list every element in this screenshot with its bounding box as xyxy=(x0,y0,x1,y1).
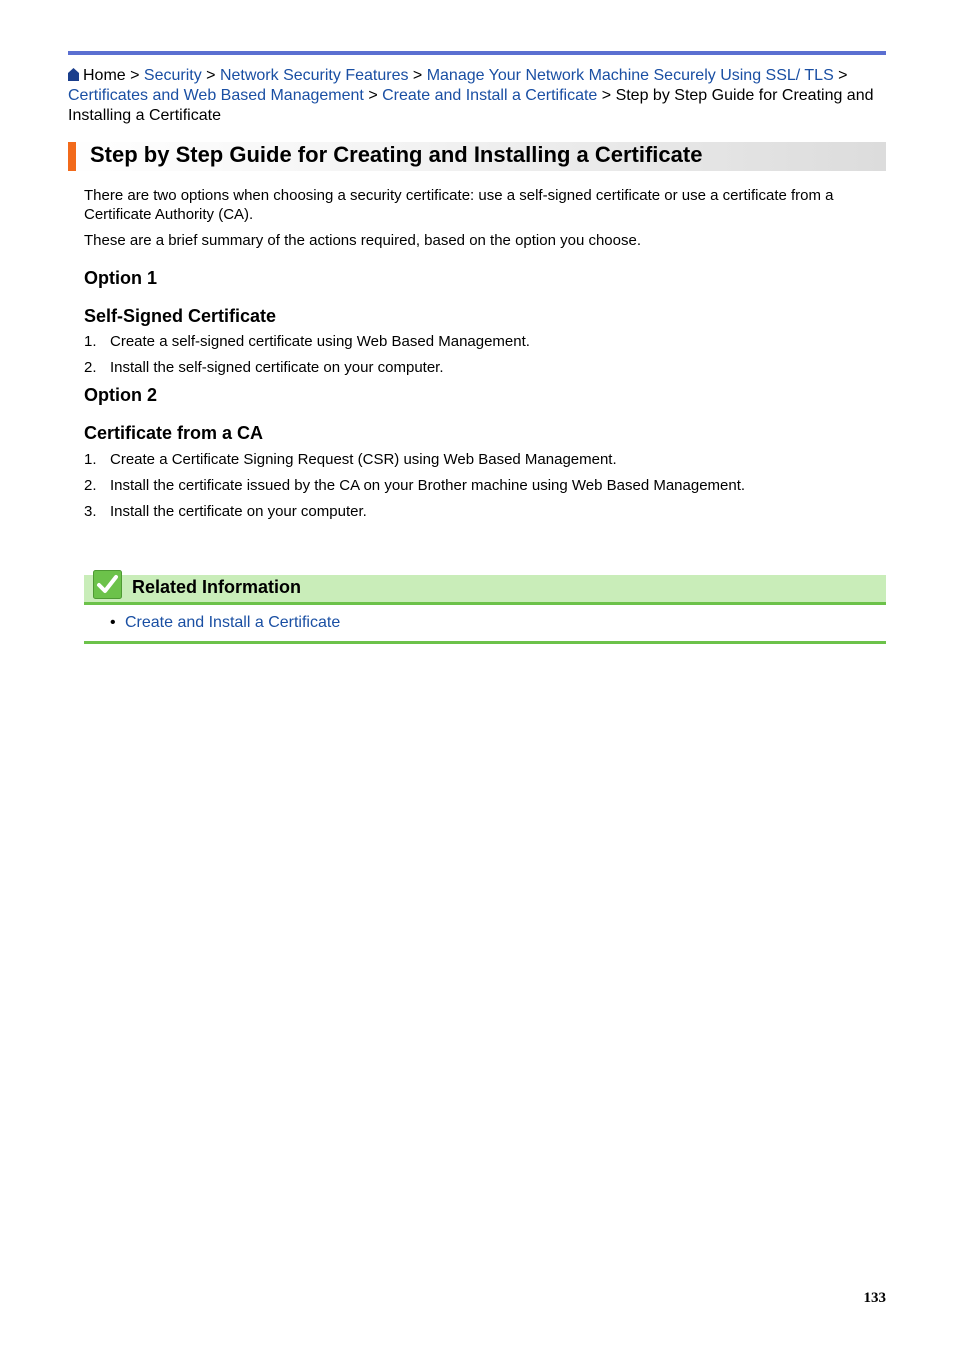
breadcrumb-current: Step by Step Guide for Creating and Installing a Certificate xyxy=(68,87,874,124)
option2-subheading: Certificate from a CA xyxy=(84,423,264,443)
page-number: 133 xyxy=(863,1290,886,1306)
breadcrumb-link-network-security-features[interactable]: Network Security Features xyxy=(219,67,409,84)
related-links xyxy=(84,605,886,644)
page-title: Step by Step Guide for Creating and Installing a Certificate xyxy=(90,142,703,167)
related-link-create-install-certificate[interactable]: Create and Install a Certificate xyxy=(125,614,341,631)
home-icon xyxy=(68,68,79,81)
top-rule xyxy=(68,51,886,55)
list-item: 1. Create a Certificate Signing Request (CSR) using Web Based Management. xyxy=(84,451,617,468)
list-item: 1. Create a self-signed certificate using Web Based Management. xyxy=(84,333,530,350)
list-item: 2. Install the self-signed certificate on your computer. xyxy=(84,359,444,376)
list-item: 3. Install the certificate on your computer. xyxy=(84,503,367,520)
option1-steps xyxy=(84,332,886,384)
option1-subheading: Self-Signed Certificate xyxy=(84,306,277,326)
breadcrumb-link-create-install-certificate[interactable]: Create and Install a Certificate xyxy=(382,87,598,104)
breadcrumb: Home > Security > Network Security Features > Manage Your Network Machine Securely Using SSL/ TLS > Certificates and Web Based Management > Create and Install a Certificate > Step by Step Guide for Creating and Installing a Certificate xyxy=(68,67,874,124)
title-bar xyxy=(68,142,886,171)
main-content xyxy=(84,186,886,528)
title-accent xyxy=(68,142,76,171)
option2-steps xyxy=(84,450,886,528)
option2-heading: Option 2 xyxy=(84,385,157,405)
intro-paragraph: These are a brief summary of the actions required, based on the option you choose. xyxy=(84,232,641,249)
check-icon xyxy=(93,570,122,599)
breadcrumb-link-certificates-web-based-management[interactable]: Certificates and Web Based Management xyxy=(68,87,364,104)
list-item: 2. Install the certificate issued by the CA on your Brother machine using Web Based Management. xyxy=(84,477,746,494)
breadcrumb-link-security[interactable]: Security xyxy=(143,67,202,84)
breadcrumb-link-manage-ssl-tls[interactable]: Manage Your Network Machine Securely Using SSL/ TLS xyxy=(426,67,834,84)
related-information-title: Related Information xyxy=(132,577,302,597)
breadcrumb-home: Home xyxy=(83,67,126,84)
related-information-header xyxy=(84,575,886,605)
list-item: • Create and Install a Certificate xyxy=(110,614,341,631)
intro-paragraph: There are two options when choosing a security certificate: use a self-signed certificate or use a certificate from a Certificate Authority (CA). xyxy=(84,187,834,223)
related-information-box xyxy=(84,575,886,644)
option1-heading: Option 1 xyxy=(84,268,157,288)
